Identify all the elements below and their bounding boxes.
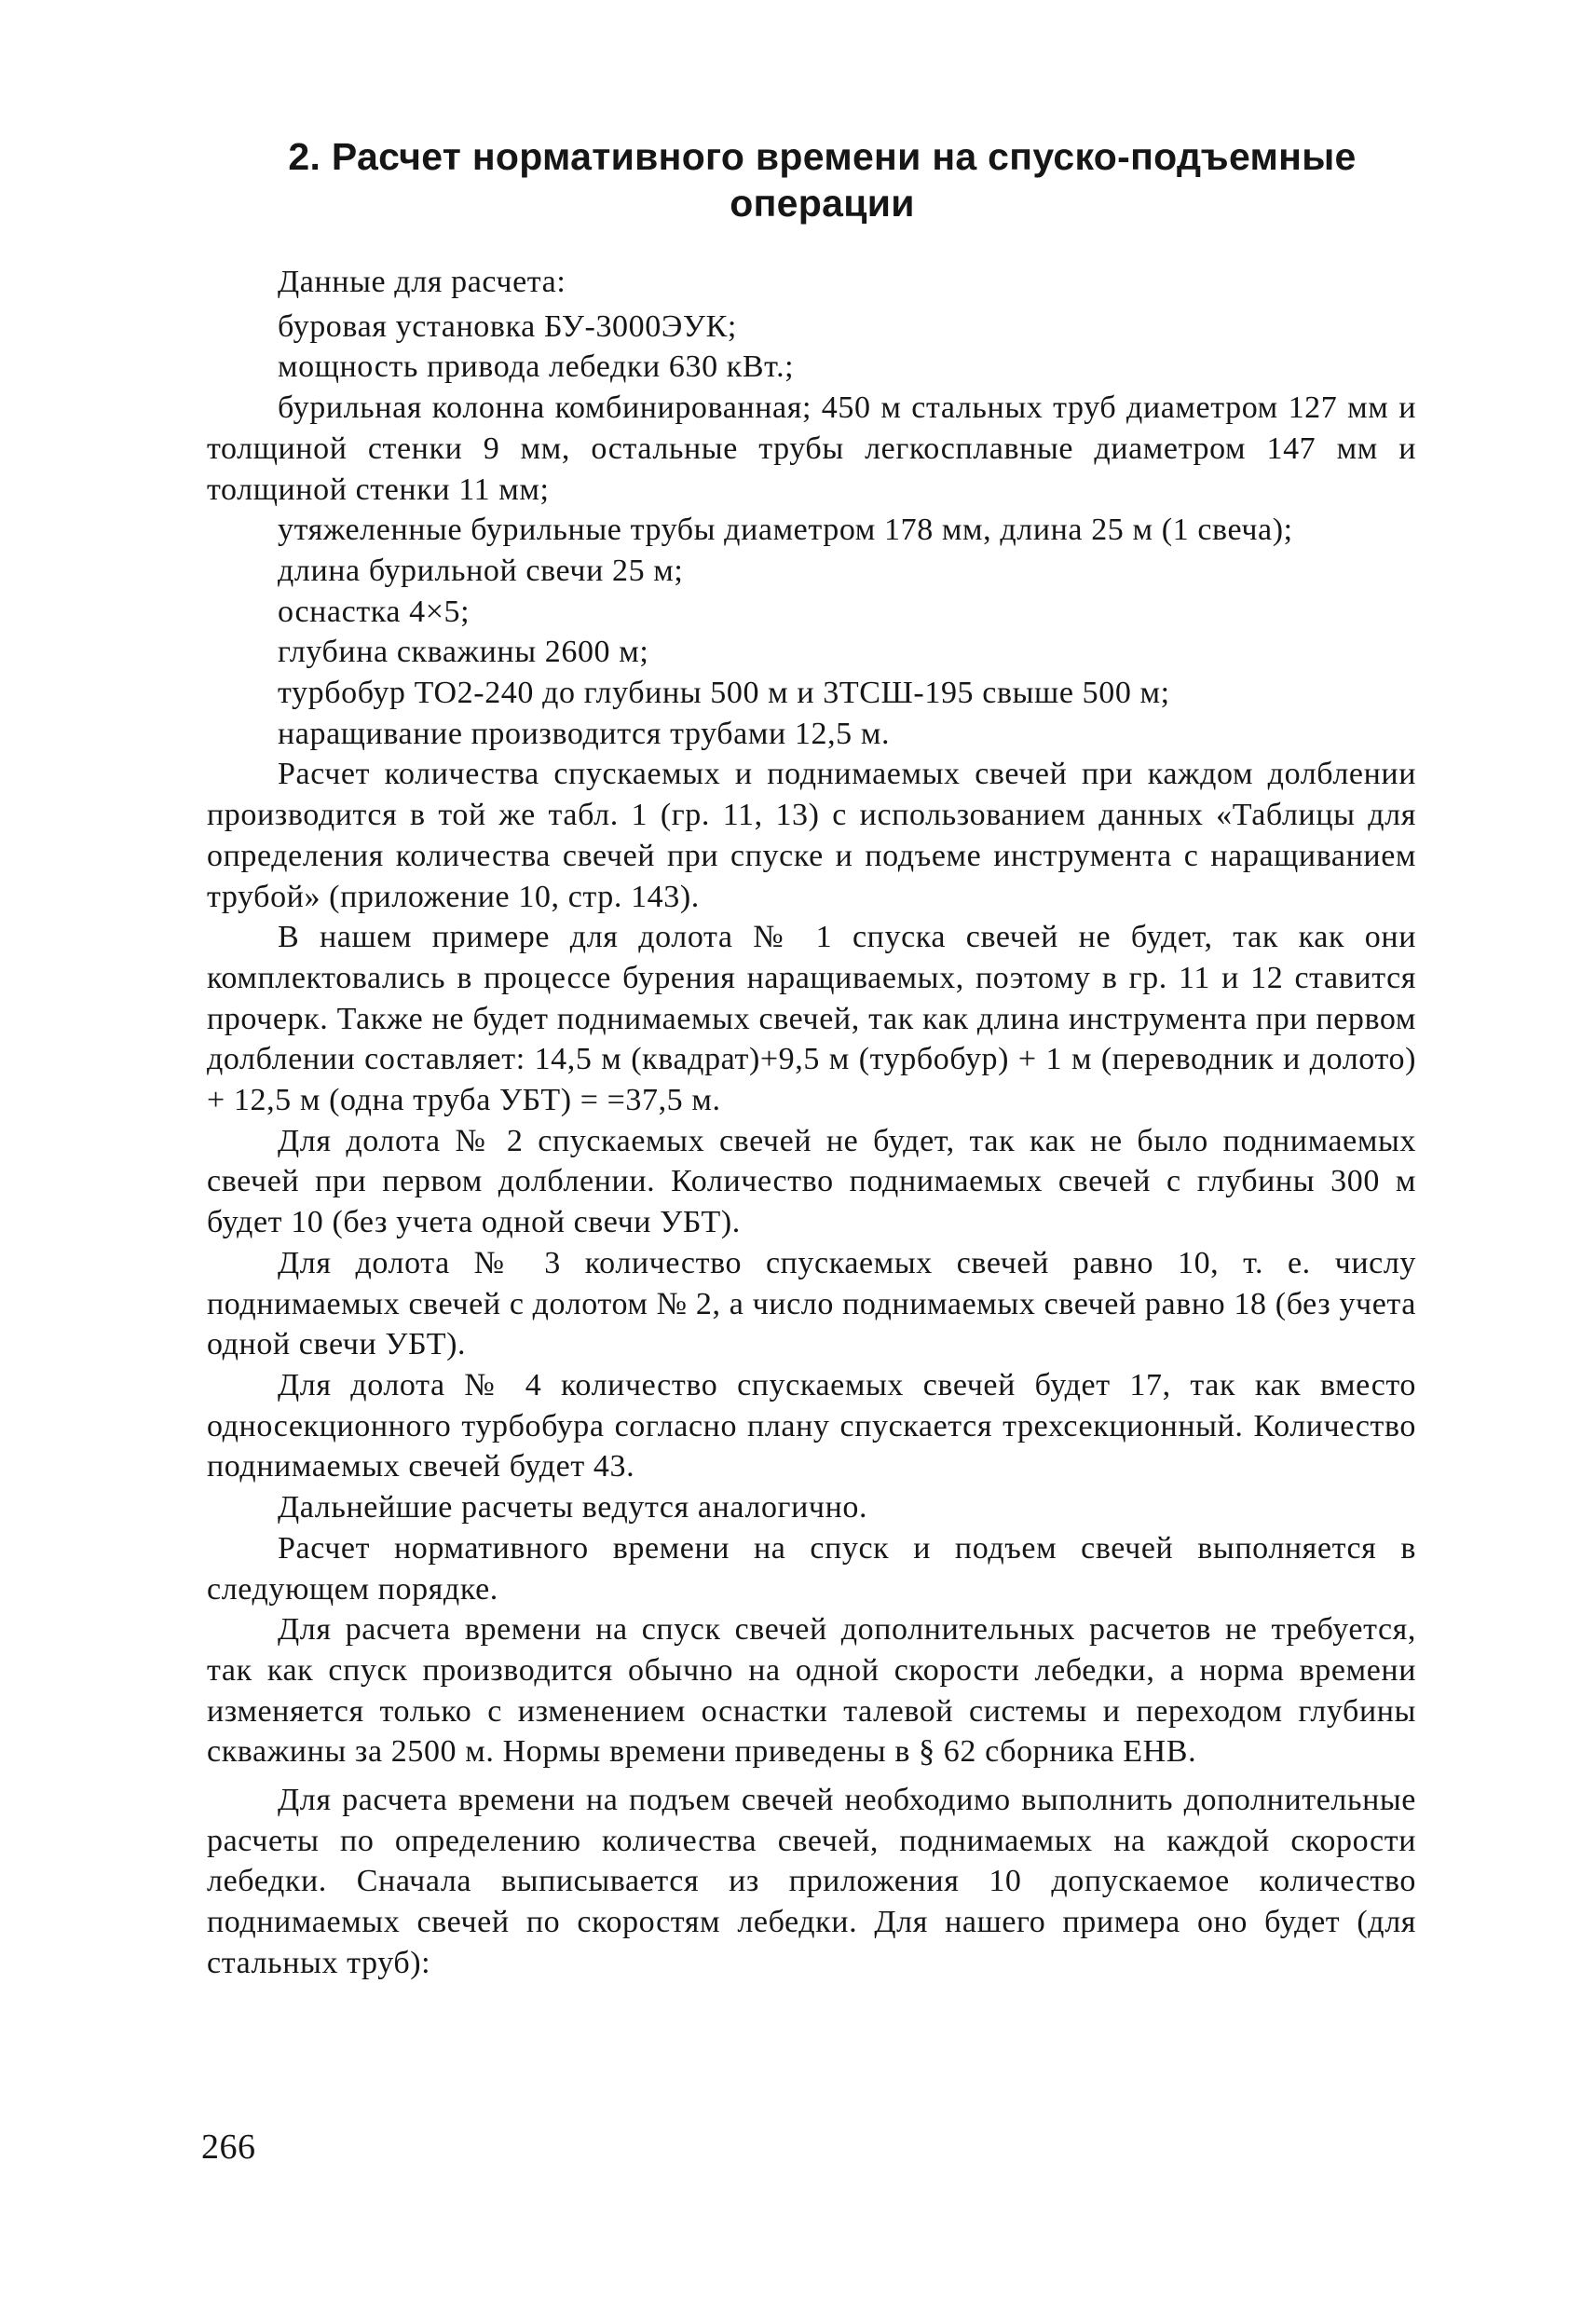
paragraph-further-calc: Дальнейшие расчеты ведутся аналогично. [278,1490,868,1525]
paragraph-drill-string: бурильная колонна комбинированная; 450 м стальных труб диаметром 127 мм и толщиной стенки 9 мм, остальные трубы легкосплавные диаметром 147 мм и толщиной стенки 11 мм; [207,390,1416,507]
paragraph-stand-length: длина бурильной свечи 25 м; [278,553,684,588]
paragraph-extension: наращивание производится трубами 12,5 м. [278,716,891,751]
body-text [207,262,1416,1984]
paragraph-turbodrill: турбобур ТО2-240 до глубины 500 м и 3ТСШ-195 свыше 500 м; [278,676,1170,711]
paragraph-winch-power: мощность привода лебедки 630 кВт.; [278,349,795,385]
page-number: 266 [201,2127,256,2167]
paragraph-data-intro: Данные для расчета: [278,265,566,299]
paragraph-run-in-time: Для расчета времени на спуск свечей дополнительных расчетов не требуется, так как спуск производится обычно на одной скорости лебедки, а норма времени изменяется только с изменением оснастки талевой системы и переходом глубины скважины за 2500 м. Нормы времени приведены в § 62 сборника ЕНВ. [207,1612,1416,1770]
section-heading-line-2: операции [730,182,915,225]
paragraph-heavy-pipes: утяжеленные бурильные трубы диаметром 178 мм, длина 25 м (1 свеча); [278,513,1293,548]
paragraph-reeving: оснастка 4×5; [278,594,471,629]
paragraph-rig: буровая установка БУ-3000ЭУК; [278,308,737,344]
paragraph-bit-3: Для долота № 3 количество спускаемых свечей равно 10, т. е. числу поднимаемых свечей с долотом № 2, а число поднимаемых свечей равно 18 (без учета одной свечи УБТ). [207,1245,1416,1362]
paragraph-bit-4: Для долота № 4 количество спускаемых свечей будет 17, так как вместо односекционного турбобура согласно плану спускается трехсекционный. Количество поднимаемых свечей будет 43. [207,1367,1416,1484]
paragraph-order: Расчет нормативного времени на спуск и подъем свечей выполняется в следующем порядке. [207,1530,1416,1607]
paragraph-well-depth: глубина скважины 2600 м; [278,635,649,670]
section-heading [233,133,1412,226]
paragraph-bit-1: В нашем примере для долота № 1 спуска свечей не будет, так как они комплектовались в процессе бурения наращиваемых, поэтому в гр. 11 и 12 ставится прочерк. Также не будет поднимаемых свечей, так как длина инструмента при первом долблении составляет: 14,5 м (квадрат)+9,5 м (турбобур) + 1 м (переводник и долото) + 12,5 м (одна труба УБТ) = =37,5 м. [207,920,1416,1118]
section-heading-line-1: 2. Расчет нормативного времени на спуско-подъемные [288,135,1357,178]
paragraph-pull-out-time: Для расчета времени на подъем свечей необходимо выполнить дополнительные расчеты по определению количества свечей, поднимаемых на каждой скорости лебедки. Сначала выписывается из приложения 10 допускаемое количество поднимаемых свечей по скоростям лебедки. Для нашего примера оно будет (для стальных труб): [207,1783,1416,1980]
paragraph-stand-count-calc: Расчет количества спускаемых и поднимаемых свечей при каждом долблении производится в той же табл. 1 (гр. 11, 13) с использованием данных «Таблицы для определения количества свечей при спуске и подъеме инструмента с наращиванием трубой» (приложение 10, стр. 143). [207,757,1416,914]
paragraph-bit-2: Для долота № 2 спускаемых свечей не будет, так как не было поднимаемых свечей при первом долблении. Количество поднимаемых свечей с глубины 300 м будет 10 (без учета одной свечи УБТ). [207,1123,1416,1240]
